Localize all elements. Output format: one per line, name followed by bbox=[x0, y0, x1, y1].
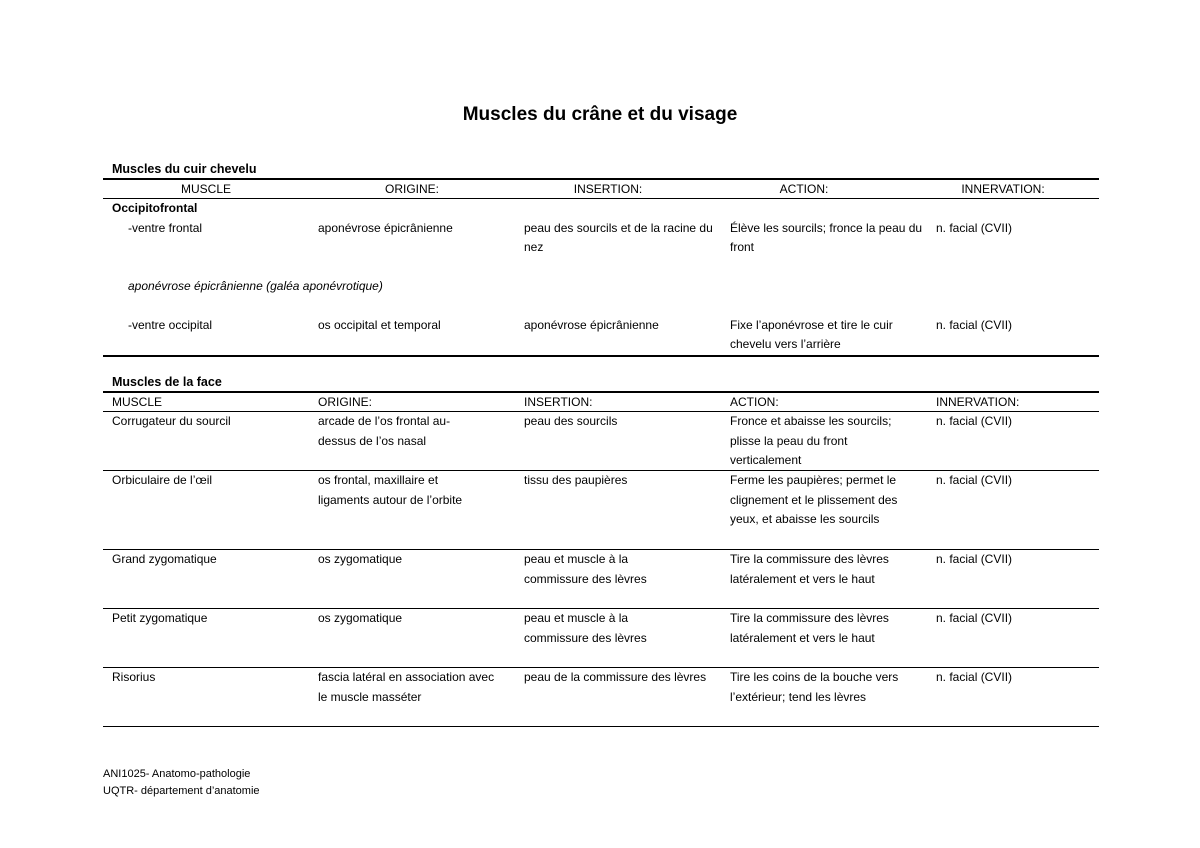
group-name: Occipitofrontal bbox=[112, 201, 198, 215]
innervation-cell: n. facial (CVII) bbox=[936, 611, 1013, 625]
table-row bbox=[103, 412, 1099, 471]
page-title: Muscles du crâne et du visage bbox=[462, 104, 738, 125]
muscle-cell: Risorius bbox=[112, 670, 156, 684]
insertion-cell: peau des sourcils et de la racine du nez bbox=[524, 220, 713, 254]
header-action: ACTION: bbox=[779, 182, 829, 196]
muscle-cell: Orbiculaire de l’œil bbox=[112, 473, 213, 487]
muscle-cell: Petit zygomatique bbox=[112, 611, 208, 625]
muscle-cell: -ventre frontal bbox=[128, 220, 203, 235]
origin-cell: os zygomatique bbox=[318, 611, 403, 625]
muscle-cell: Corrugateur du sourcil bbox=[112, 414, 231, 428]
insertion-cell: peau et muscle à la commissure des lèvres bbox=[524, 611, 647, 645]
origin-cell: os occipital et temporal bbox=[318, 317, 441, 332]
table-row bbox=[103, 609, 1099, 668]
header-insertion: INSERTION: bbox=[524, 395, 593, 409]
table-row bbox=[103, 550, 1099, 609]
action-cell: Tire la commissure des lèvres latéralement et vers le haut bbox=[730, 552, 889, 586]
section-title: Muscles de la face bbox=[112, 375, 222, 389]
muscle-cell: -ventre occipital bbox=[128, 317, 213, 332]
origin-cell: aponévrose épicrânienne bbox=[318, 220, 453, 235]
insertion-cell: aponévrose épicrânienne bbox=[524, 317, 659, 332]
note-row bbox=[103, 277, 1099, 316]
origin-cell: fascia latéral en association avec le muscle masséter bbox=[318, 670, 495, 704]
origin-cell: arcade de l’os frontal au-dessus de l’os nasal bbox=[318, 414, 451, 448]
face-muscles-section bbox=[103, 373, 1099, 727]
innervation-cell: n. facial (CVII) bbox=[936, 317, 1013, 332]
insertion-cell: peau et muscle à la commissure des lèvres bbox=[524, 552, 647, 586]
table-header bbox=[103, 178, 1099, 199]
header-insertion: INSERTION: bbox=[573, 182, 643, 196]
action-cell: Tire les coins de la bouche vers l’extérieur; tend les lèvres bbox=[730, 670, 899, 704]
table-row bbox=[103, 219, 1099, 277]
table-header bbox=[103, 391, 1099, 412]
galea-note: aponévrose épicrânienne (galéa aponévrotique) bbox=[128, 278, 383, 293]
innervation-cell: n. facial (CVII) bbox=[936, 220, 1013, 235]
innervation-cell: n. facial (CVII) bbox=[936, 414, 1013, 428]
header-innervation: INNERVATION: bbox=[936, 395, 1020, 409]
insertion-cell: peau des sourcils bbox=[524, 414, 618, 428]
innervation-cell: n. facial (CVII) bbox=[936, 552, 1013, 566]
innervation-cell: n. facial (CVII) bbox=[936, 473, 1013, 487]
action-cell: Fronce et abaisse les sourcils; plisse la peau du front verticalement bbox=[730, 414, 892, 467]
action-cell: Fixe l’aponévrose et tire le cuir chevelu vers l’arrière bbox=[730, 317, 893, 351]
insertion-cell: peau de la commissure des lèvres bbox=[524, 670, 707, 684]
header-muscle: MUSCLE bbox=[112, 395, 163, 409]
header-action: ACTION: bbox=[730, 395, 779, 409]
table-row bbox=[103, 668, 1099, 727]
action-cell: Tire la commissure des lèvres latéralement et vers le haut bbox=[730, 611, 889, 645]
header-origin: ORIGINE: bbox=[318, 395, 373, 409]
section-title: Muscles du cuir chevelu bbox=[112, 162, 257, 176]
footer-department: UQTR- département d’anatomie bbox=[103, 785, 260, 797]
origin-cell: os zygomatique bbox=[318, 552, 403, 566]
table-row bbox=[103, 471, 1099, 550]
action-cell: Élève les sourcils; fronce la peau du front bbox=[730, 220, 923, 254]
action-cell: Ferme les paupières; permet le clignement et le plissement des yeux, et abaisse les sourcils bbox=[730, 473, 898, 526]
table-row bbox=[103, 316, 1099, 357]
muscle-cell: Grand zygomatique bbox=[112, 552, 217, 566]
footer bbox=[103, 766, 260, 800]
header-origin: ORIGINE: bbox=[384, 182, 439, 196]
header-innervation: INNERVATION: bbox=[961, 182, 1045, 196]
scalp-muscles-section bbox=[103, 160, 1099, 357]
footer-course: ANI1025- Anatomo-pathologie bbox=[103, 768, 251, 780]
innervation-cell: n. facial (CVII) bbox=[936, 670, 1013, 684]
header-muscle: MUSCLE bbox=[180, 182, 231, 196]
insertion-cell: tissu des paupières bbox=[524, 473, 628, 487]
group-row bbox=[103, 199, 1099, 219]
origin-cell: os frontal, maxillaire et ligaments autour de l’orbite bbox=[318, 473, 463, 507]
